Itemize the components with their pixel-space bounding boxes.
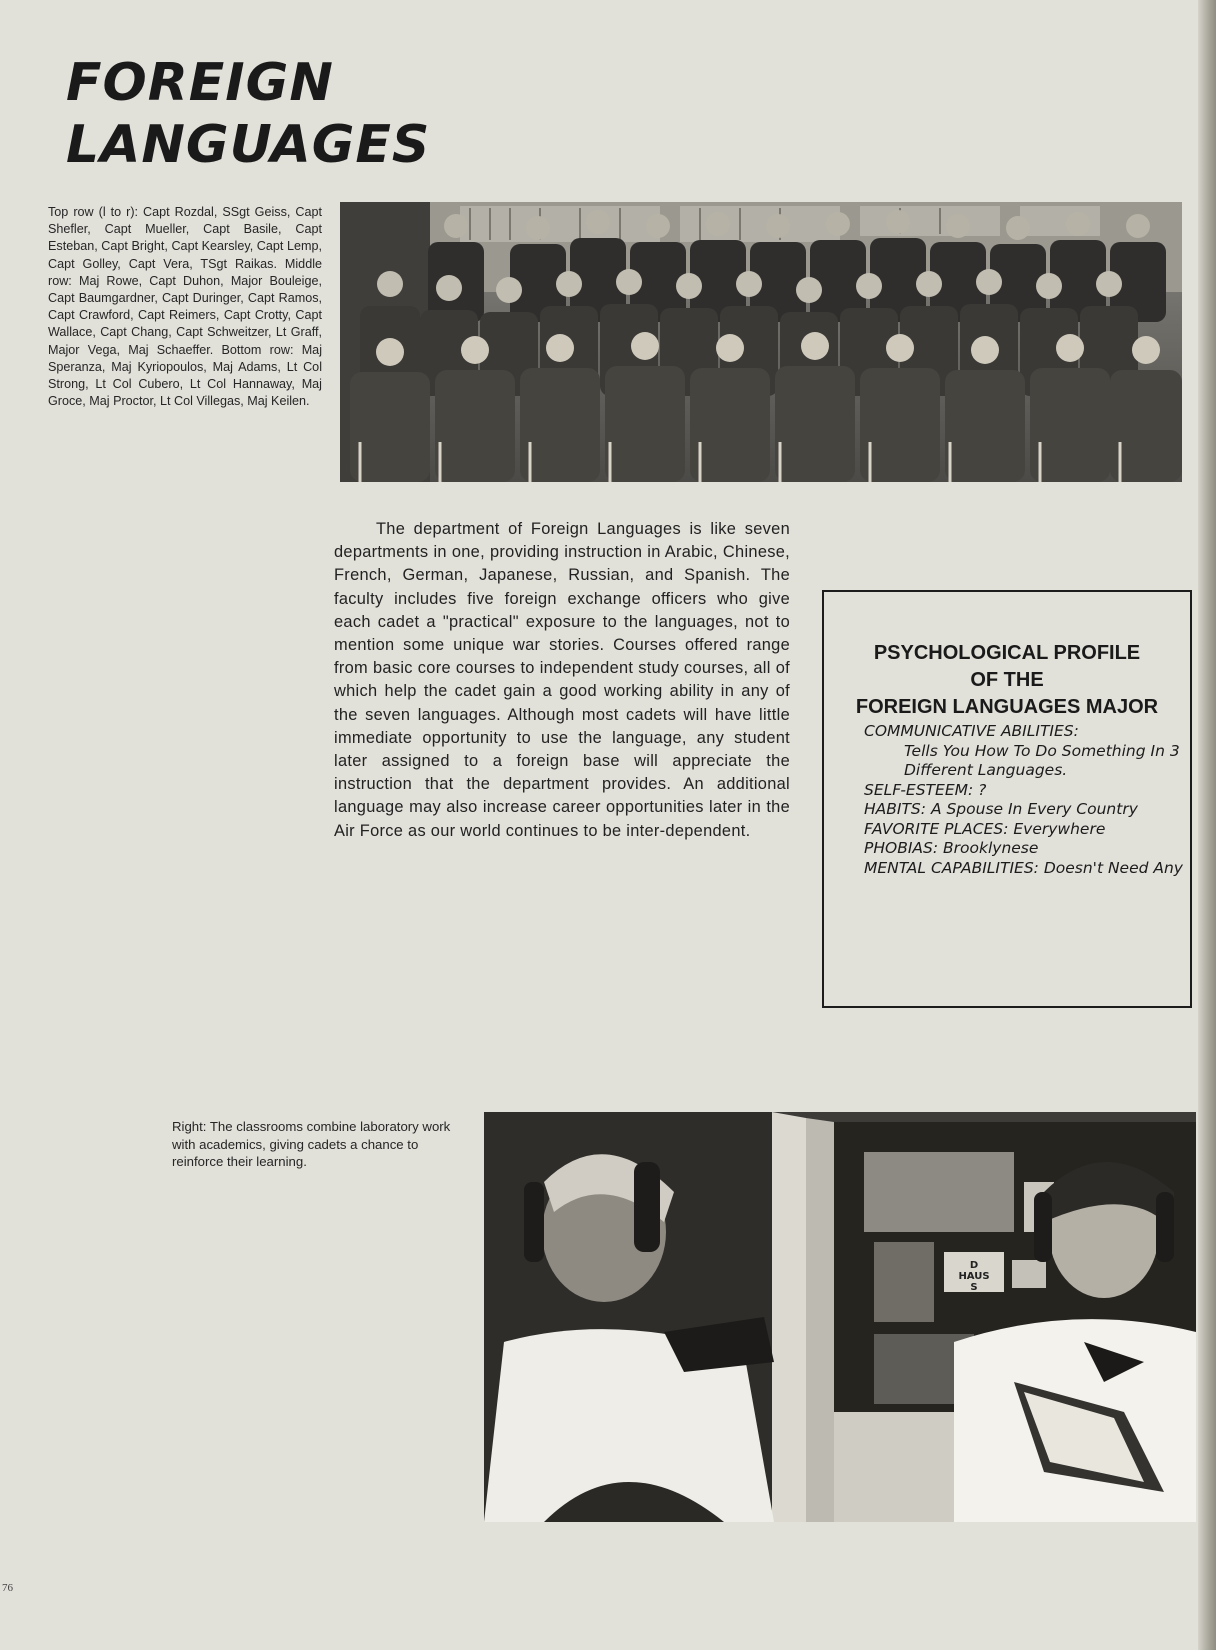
- profile-item-value: Tells You How To Do Something In 3 Different Languages.: [904, 741, 1180, 779]
- lab-photo-caption: Right: The classrooms combine laboratory work with academics, giving cadets a chance to reinforce their learning.: [172, 1119, 451, 1170]
- profile-item-communicative: [864, 722, 1184, 781]
- profile-item-habits: [864, 800, 1184, 820]
- language-lab-photo-illustration: [484, 1112, 1196, 1522]
- profile-item-label: COMMUNICATIVE ABILITIES:: [864, 722, 1079, 740]
- profile-title-line-2: OF THE: [970, 669, 1044, 691]
- profile-item-label: FAVORITE PLACES:: [864, 819, 1009, 838]
- department-description-text: The department of Foreign Languages is like seven departments in one, providing instruction in Arabic, Chinese, French, German, Japanese, Russian, and Spanish. The faculty includes five foreign exchange officers who give each cadet a "practical" exposure to the languages, not to mention some unique war stories. Courses offered range from basic core courses to independent study courses, all of which help the cadet gain a good working ability in any of the seven languages. Although most cadets will have little immediate opportunity to use the language, any student later assigned to a foreign base will appreciate the instruction that the department provides. An additional language may also increase career opportunities later in the Air Force as our world continues to be inter-dependent.: [334, 520, 790, 840]
- faculty-group-photo: [340, 202, 1182, 482]
- profile-title-line-3: FOREIGN LANGUAGES MAJOR: [855, 696, 1159, 718]
- lab-sign-line-1: D: [969, 1260, 979, 1271]
- faculty-group-photo-illustration: [340, 202, 1182, 482]
- profile-list: [864, 722, 1184, 878]
- department-description: [334, 518, 790, 843]
- title-line-2: LANGUAGES: [66, 115, 431, 175]
- lab-sign-line-2: HAUS: [958, 1271, 990, 1282]
- profile-item-phobias: [864, 839, 1184, 859]
- page-edge: [1198, 0, 1216, 1650]
- profile-item-value: Brooklynese: [943, 839, 1039, 857]
- language-lab-photo: [484, 1112, 1196, 1522]
- profile-item-self-esteem: [864, 781, 1184, 801]
- title-line-1: FOREIGN: [66, 53, 334, 113]
- profile-title: [824, 640, 1190, 721]
- profile-item-label: PHOBIAS:: [864, 839, 939, 857]
- profile-item-label: MENTAL CAPABILITIES:: [864, 858, 1039, 877]
- profile-item-value: A Spouse In Every Country: [930, 800, 1138, 818]
- profile-item-mental-capabilities: [864, 859, 1184, 879]
- profile-item-value: ?: [978, 780, 987, 799]
- profile-item-value: Everywhere: [1013, 819, 1106, 838]
- page-title: [66, 52, 430, 176]
- profile-item-label: SELF-ESTEEM:: [864, 780, 974, 799]
- profile-item-favorite-places: [864, 820, 1184, 840]
- profile-title-line-1: PSYCHOLOGICAL PROFILE: [873, 642, 1141, 664]
- lab-sign-line-3: S: [970, 1282, 978, 1293]
- psychological-profile-box: [822, 590, 1192, 1008]
- page-number: 76: [2, 1582, 13, 1594]
- profile-item-value: Doesn't Need Any: [1043, 858, 1183, 877]
- group-photo-caption: Top row (l to r): Capt Rozdal, SSgt Geiss, Capt Shefler, Capt Mueller, Capt Basile, Capt Esteban, Capt Bright, Capt Kearsley, Capt Lemp, Capt Golley, Capt Vera, TSgt Raikas. Middle row: Maj Rowe, Capt Duhon, Major Bouleige, Capt Baumgardner, Capt Duringer, Capt Ramos, Capt Crawford, Capt Reimers, Capt Crotty, Capt Wallace, Capt Chang, Capt Schweitzer, Lt Graff, Major Vega, Maj Schaeffer. Bottom row: Maj Speranza, Maj Kyriopoulos, Maj Adams, Lt Col Strong, Lt Col Cubero, Lt Col Hannaway, Maj Groce, Maj Proctor, Lt Col Villegas, Maj Keilen.: [48, 205, 322, 409]
- profile-item-label: HABITS:: [864, 800, 926, 818]
